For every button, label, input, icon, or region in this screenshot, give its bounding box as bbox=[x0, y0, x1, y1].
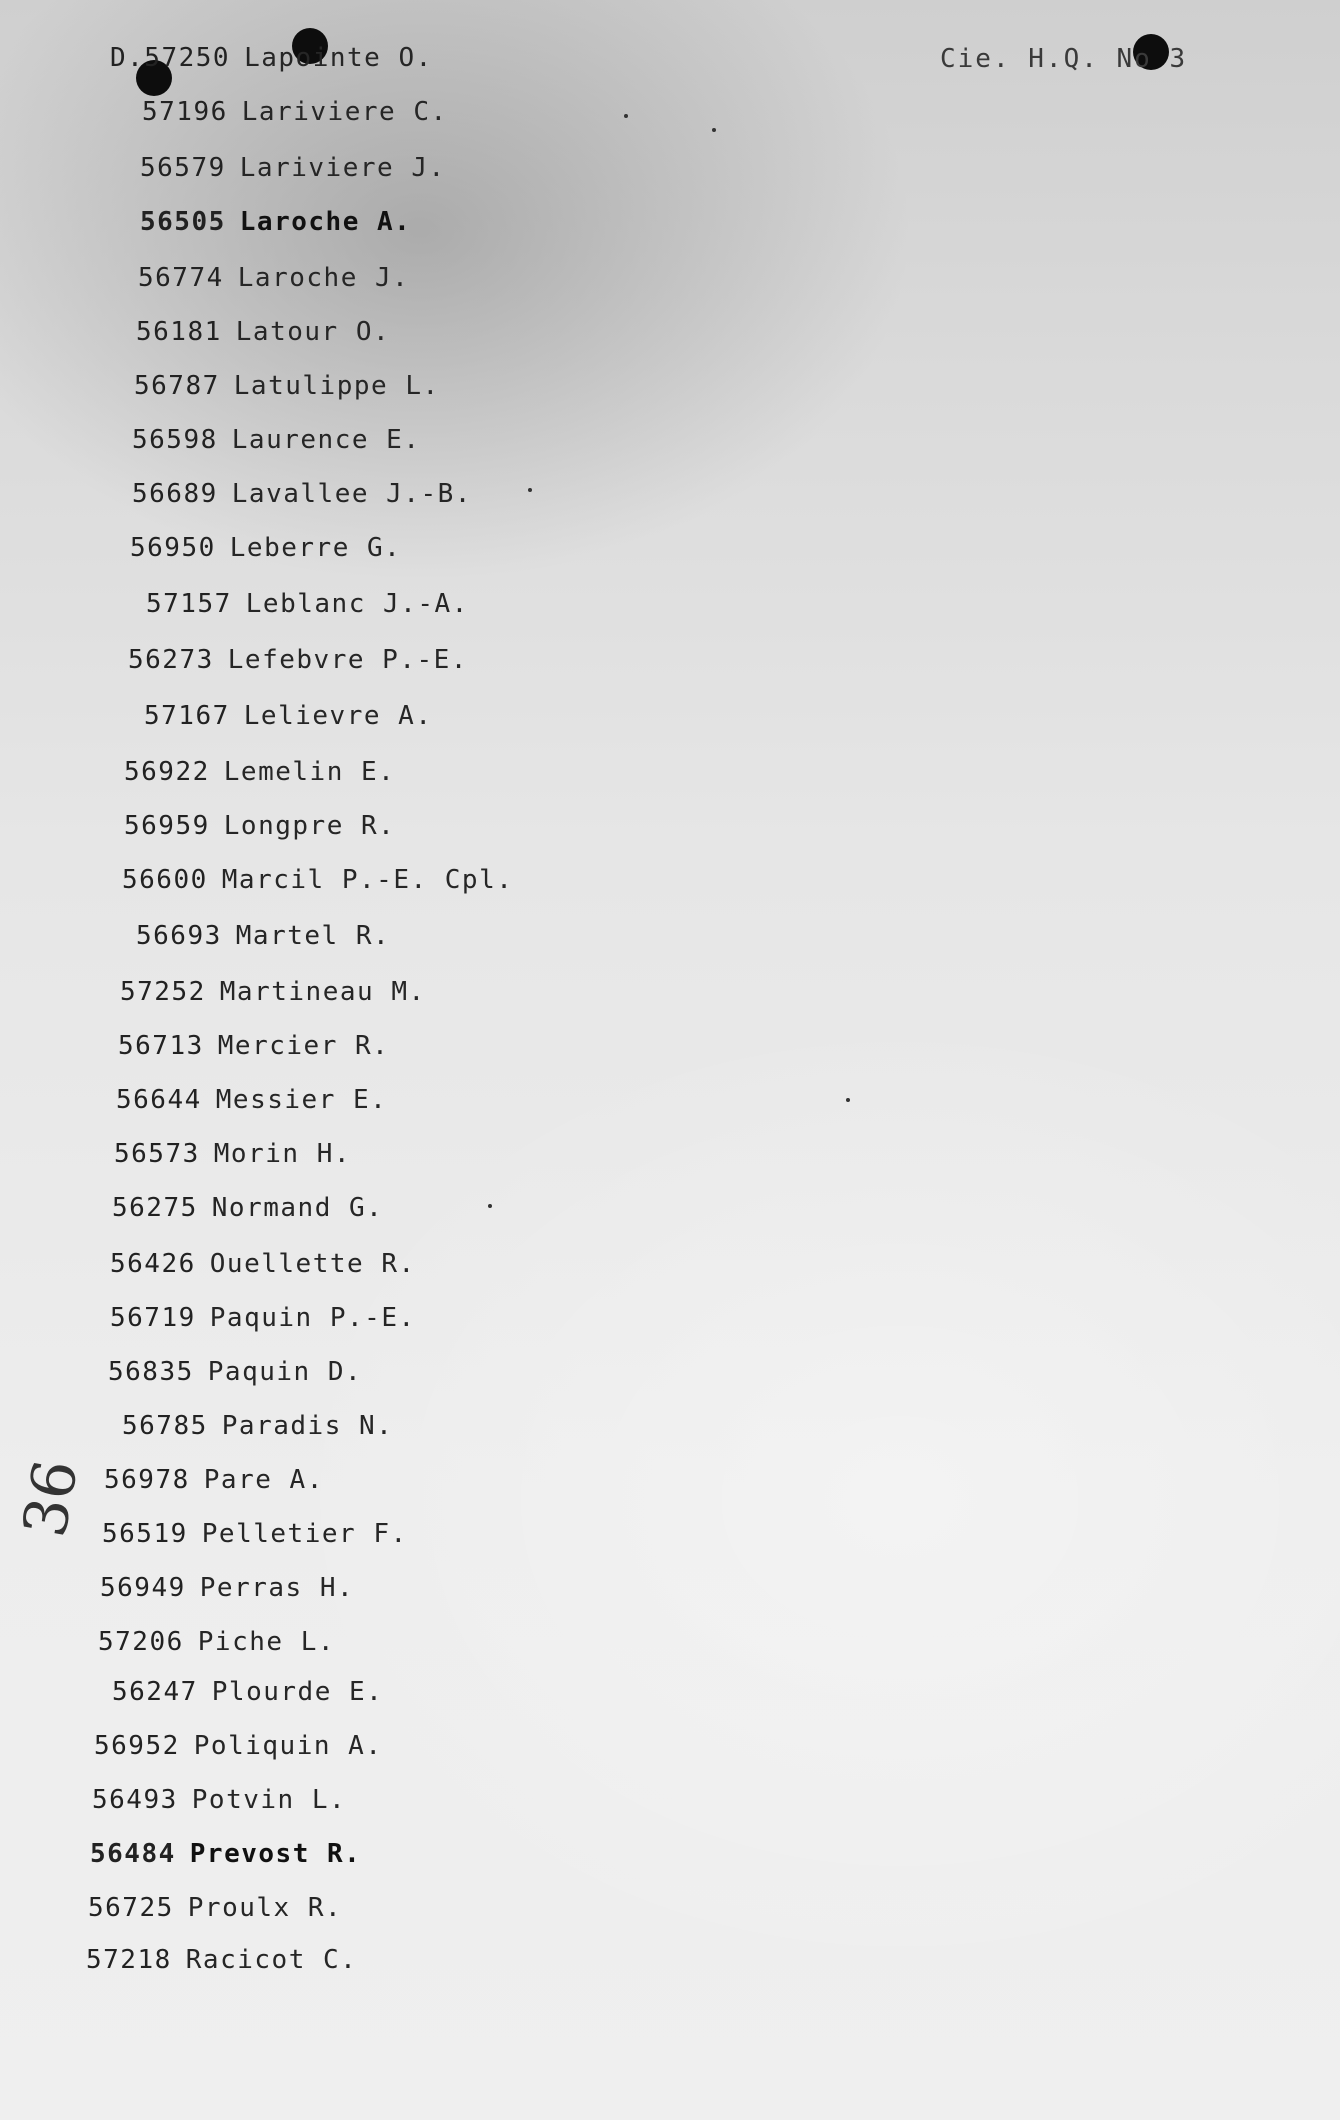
list-item bbox=[92, 1780, 346, 1820]
soldier-name: Racicot C. bbox=[185, 1945, 358, 1975]
list-item bbox=[110, 38, 433, 78]
service-number: 57218 bbox=[86, 1945, 172, 1975]
list-item bbox=[110, 1244, 416, 1284]
service-number: 56949 bbox=[100, 1573, 186, 1603]
service-number: 56644 bbox=[116, 1085, 202, 1115]
soldier-name: Lelievre A. bbox=[243, 701, 433, 731]
soldier-name: Poliquin A. bbox=[193, 1731, 383, 1761]
soldier-name: Mercier R. bbox=[217, 1031, 390, 1061]
service-number: 56181 bbox=[136, 317, 222, 347]
list-item bbox=[140, 148, 446, 188]
service-number: 56689 bbox=[132, 479, 218, 509]
soldier-name: Paradis N. bbox=[221, 1411, 394, 1441]
soldier-name: Laroche J. bbox=[237, 263, 410, 293]
service-number: D.57250 bbox=[110, 43, 231, 73]
service-number: 56952 bbox=[94, 1731, 180, 1761]
service-number: 56519 bbox=[102, 1519, 188, 1549]
service-number: 56693 bbox=[136, 921, 222, 951]
list-item bbox=[110, 1298, 416, 1338]
list-item bbox=[116, 1080, 387, 1120]
soldier-name: Leberre G. bbox=[229, 533, 402, 563]
soldier-name: Normand G. bbox=[211, 1193, 384, 1223]
soldier-name: Potvin L. bbox=[191, 1785, 347, 1815]
soldier-name: Lavallee J.-B. bbox=[231, 479, 472, 509]
service-number: 56719 bbox=[110, 1303, 196, 1333]
soldier-name: Martel R. bbox=[235, 921, 391, 951]
list-item bbox=[88, 1888, 342, 1928]
soldier-name: Morin H. bbox=[213, 1139, 352, 1169]
list-item bbox=[146, 584, 469, 624]
list-item bbox=[124, 806, 395, 846]
list-item bbox=[118, 1026, 389, 1066]
list-item bbox=[120, 972, 426, 1012]
list-item bbox=[130, 528, 401, 568]
soldier-name: Perras H. bbox=[199, 1573, 355, 1603]
service-number: 56598 bbox=[132, 425, 218, 455]
soldier-name: Laroche A. bbox=[239, 207, 412, 237]
service-number: 57167 bbox=[144, 701, 230, 731]
list-item bbox=[132, 420, 420, 460]
soldier-name: Proulx R. bbox=[187, 1893, 343, 1923]
list-item bbox=[144, 696, 432, 736]
service-number: 56573 bbox=[114, 1139, 200, 1169]
list-item bbox=[140, 202, 411, 242]
service-number: 56774 bbox=[138, 263, 224, 293]
soldier-name: Lapointe O. bbox=[244, 43, 433, 73]
soldier-name: Laurence E. bbox=[231, 425, 421, 455]
service-number: 56600 bbox=[122, 865, 208, 895]
service-number: 56273 bbox=[128, 645, 214, 675]
service-number: 56505 bbox=[140, 207, 226, 237]
list-item bbox=[132, 474, 472, 514]
service-number: 57157 bbox=[146, 589, 232, 619]
list-item bbox=[112, 1672, 383, 1712]
soldier-name: Piche L. bbox=[197, 1627, 336, 1657]
list-item bbox=[136, 916, 390, 956]
ink-speck bbox=[488, 1204, 492, 1208]
company-header: Cie. H.Q. No 3 bbox=[940, 44, 1188, 74]
service-number: 56426 bbox=[110, 1249, 196, 1279]
service-number: 56493 bbox=[92, 1785, 178, 1815]
soldier-name: Plourde E. bbox=[211, 1677, 384, 1707]
list-item bbox=[98, 1622, 335, 1662]
soldier-name: Pare A. bbox=[203, 1465, 324, 1495]
list-item bbox=[86, 1940, 357, 1980]
service-number: 57196 bbox=[142, 97, 228, 127]
list-item bbox=[122, 860, 513, 900]
soldier-name: Latulippe L. bbox=[233, 371, 440, 401]
list-item bbox=[100, 1568, 354, 1608]
soldier-name: Lemelin E. bbox=[223, 757, 396, 787]
list-item bbox=[136, 312, 390, 352]
list-item bbox=[90, 1834, 361, 1874]
soldier-name: Lefebvre P.-E. bbox=[227, 645, 468, 675]
soldier-name: Messier E. bbox=[215, 1085, 388, 1115]
ink-speck bbox=[528, 488, 532, 492]
soldier-name: Martineau M. bbox=[219, 977, 426, 1007]
list-item bbox=[102, 1514, 408, 1554]
service-number: 56922 bbox=[124, 757, 210, 787]
list-item bbox=[108, 1352, 362, 1392]
soldier-name: Marcil P.-E. Cpl. bbox=[221, 865, 514, 895]
ink-speck bbox=[712, 128, 716, 132]
service-number: 57252 bbox=[120, 977, 206, 1007]
service-number: 56247 bbox=[112, 1677, 198, 1707]
service-number: 56484 bbox=[90, 1839, 176, 1869]
list-item bbox=[142, 92, 448, 132]
service-number: 56785 bbox=[122, 1411, 208, 1441]
service-number: 56835 bbox=[108, 1357, 194, 1387]
service-number: 56725 bbox=[88, 1893, 174, 1923]
list-item bbox=[138, 258, 409, 298]
soldier-name: Ouellette R. bbox=[209, 1249, 416, 1279]
ink-speck bbox=[846, 1098, 850, 1102]
list-item bbox=[104, 1460, 324, 1500]
soldier-name: Leblanc J.-A. bbox=[245, 589, 469, 619]
service-number: 56713 bbox=[118, 1031, 204, 1061]
soldier-name: Latour O. bbox=[235, 317, 391, 347]
list-item bbox=[94, 1726, 382, 1766]
list-item bbox=[128, 640, 468, 680]
soldier-name: Lariviere J. bbox=[239, 153, 446, 183]
soldier-name: Lariviere C. bbox=[241, 97, 448, 127]
handwritten-margin-number: 36 bbox=[10, 1454, 93, 1543]
soldier-name: Paquin P.-E. bbox=[209, 1303, 416, 1333]
list-item bbox=[124, 752, 395, 792]
soldier-name: Paquin D. bbox=[207, 1357, 363, 1387]
soldier-name: Prevost R. bbox=[189, 1839, 362, 1869]
soldier-name: Pelletier F. bbox=[201, 1519, 408, 1549]
list-item bbox=[114, 1134, 351, 1174]
list-item bbox=[134, 366, 440, 406]
service-number: 56959 bbox=[124, 811, 210, 841]
service-number: 56275 bbox=[112, 1193, 198, 1223]
service-number: 56787 bbox=[134, 371, 220, 401]
service-number: 57206 bbox=[98, 1627, 184, 1657]
soldier-name: Longpre R. bbox=[223, 811, 396, 841]
ink-speck bbox=[624, 114, 628, 118]
service-number: 56978 bbox=[104, 1465, 190, 1495]
list-item bbox=[122, 1406, 393, 1446]
service-number: 56579 bbox=[140, 153, 226, 183]
list-item bbox=[112, 1188, 383, 1228]
service-number: 56950 bbox=[130, 533, 216, 563]
